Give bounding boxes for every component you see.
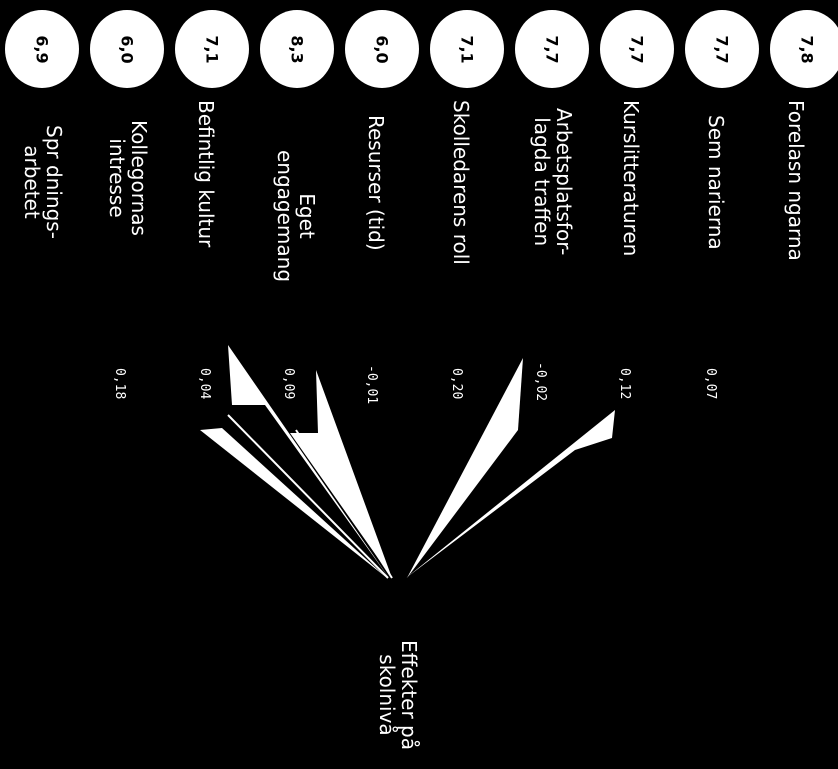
path-coefficient: 0,12 (617, 368, 632, 400)
factor-label: Skolledarens roll (449, 100, 473, 265)
factor-label: Kollegornas intresse (105, 120, 151, 236)
factor-label: Forelasn ngarna (784, 100, 808, 261)
factor-label: Befintlig kultur (194, 100, 218, 248)
factor-label: Spr dnings- arbetet (20, 125, 66, 239)
score-value: 7,7 (542, 34, 562, 64)
path-coefficient: 0,09 (281, 368, 296, 400)
score-value: 7,1 (202, 34, 222, 64)
score-value: 6,0 (372, 34, 392, 64)
score-value: 8,3 (287, 34, 307, 64)
score-value: 6,0 (117, 34, 137, 64)
score-value: 7,8 (797, 34, 817, 64)
path-coefficient: -0,02 (533, 362, 548, 402)
path-coefficient: 0,18 (112, 368, 127, 400)
path-coefficient: 0,04 (197, 368, 212, 400)
outcome-label: Effekter på skolnivå (375, 640, 421, 750)
path-coefficient: -0,01 (364, 365, 379, 405)
factor-label: Kurslitteraturen (619, 100, 643, 257)
score-value: 7,7 (712, 34, 732, 64)
path-coefficient: 0,20 (449, 368, 464, 400)
score-value: 7,7 (627, 34, 647, 64)
factor-label: Sem narierna (704, 115, 728, 250)
factor-label: Resurser (tid) (364, 115, 388, 251)
score-value: 7,1 (457, 34, 477, 64)
factor-label: Eget engagemang (273, 150, 319, 283)
score-value: 6,9 (32, 34, 52, 64)
path-arrow (290, 370, 392, 578)
path-coefficient: 0,07 (703, 368, 718, 400)
path-arrow (407, 358, 523, 578)
factor-label: Arbetsplatsfor- lagda traffen (530, 108, 576, 256)
